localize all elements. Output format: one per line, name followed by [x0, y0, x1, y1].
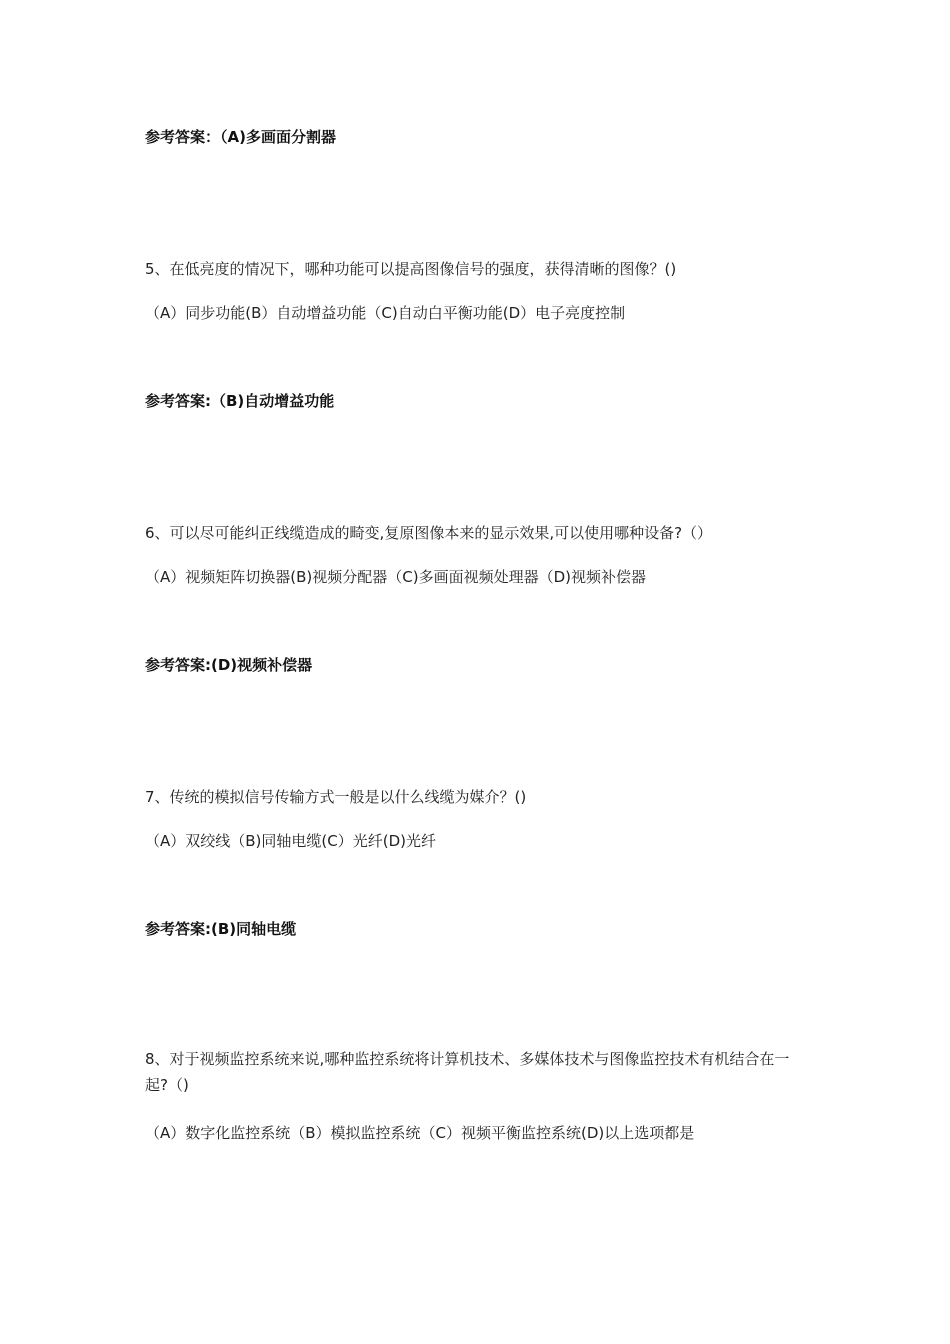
- answer-7: 参考答案:(B)同轴电缆: [145, 920, 297, 938]
- answer-6: 参考答案:(D)视频补偿器: [145, 656, 313, 674]
- question-6: 6、可以尽可能纠正线缆造成的畸变,复原图像本来的显示效果,可以使用哪种设备?（）: [145, 524, 713, 542]
- answer-line: 参考答案：（A)多画面分割器: [145, 128, 336, 146]
- answer-5: 参考答案:（B)自动增益功能: [145, 392, 335, 410]
- options-6: （A）视频矩阵切换器(B)视频分配器（C)多画面视频处理器（D)视频补偿器: [145, 568, 646, 586]
- options-7: （A）双绞线（B)同轴电缆(C）光纤(D)光纤: [145, 832, 436, 850]
- question-8: 8、对于视频监控系统来说,哪种监控系统将计算机技术、多媒体技术与图像监控技术有机结合在一起?（): [145, 1050, 790, 1094]
- options-5: （A）同步功能(B）自动增益功能（C)自动白平衡功能(D）电子亮度控制: [145, 304, 626, 322]
- question-7: 7、传统的模拟信号传输方式一般是以什么线缆为媒介？(): [145, 788, 527, 806]
- options-8: （A）数字化监控系统（B）模拟监控系统（C）视频平衡监控系统(D)以上选项都是: [145, 1124, 695, 1142]
- question-5: 5、在低亮度的情况下，哪种功能可以提高图像信号的强度，获得清晰的图像？(): [145, 260, 677, 278]
